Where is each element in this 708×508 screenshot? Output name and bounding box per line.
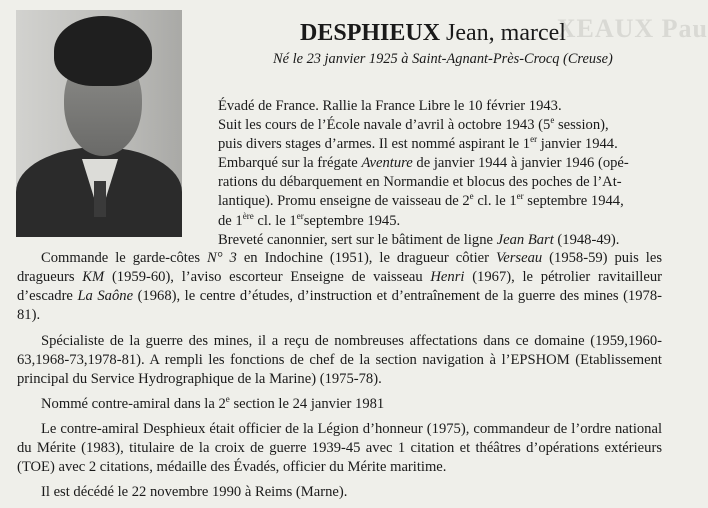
bio-line: Évadé de France. Rallie la France Libre le 10 février 1943. <box>218 98 562 114</box>
bio-line: lantique). Promu enseigne de vaisseau de 2e cl. le 1er septembre 1944, <box>218 191 624 210</box>
commands-paragraph: Commande le garde-côtes N° 3 en Indochine (1951), le dragueur côtier Verseau (1958-59) puis les dragueurs KM (1959-60), l’aviso escorteur Enseigne de vaisseau Henri (1967), le pétrolier ravitailleur d’escadre La Saône (1968), le centre d’études, d’instruction et d’entraînement de la guerre des mines (1978-81). <box>17 250 663 324</box>
bio-line: Breveté canonnier, sert sur le bâtiment de ligne Jean Bart (1948-49). <box>218 231 620 248</box>
bio-line: puis divers stages d’armes. Il est nommé aspirant le 1er janvier 1944. <box>218 134 618 153</box>
person-name <box>300 20 566 47</box>
bio-line: Suit les cours de l’École navale d’avril à octobre 1943 (5e session), <box>218 115 609 134</box>
portrait-photo <box>16 10 182 217</box>
honours-paragraph: Le contre-amiral Desphieux était officier de la Légion d’honneur (1975), commandeur de l’ordre national du Mérite (1983), titulaire de la croix de guerre 1939-45 avec 1 citation et théâtres d’opérations extérieurs (TOE) avec 2 citations, médaille des Évadés, officier du Mérite maritime. <box>17 421 662 476</box>
surname: DESPHIEUX <box>300 20 441 46</box>
bio-block <box>218 97 662 250</box>
birth-line: Né le 23 janvier 1925 à Saint-Agnant-Près-Crocq (Creuse) <box>273 51 613 67</box>
promotion-paragraph: Nommé contre-amiral dans la 2e section le 24 janvier 1981 <box>41 394 385 412</box>
bio-line: de 1ère cl. le 1erseptembre 1945. <box>218 210 401 229</box>
bio-line: Embarqué sur la frégate Aventure de janvier 1944 à janvier 1946 (opé- <box>218 155 629 172</box>
specialist-paragraph: Spécialiste de la guerre des mines, il a reçu de nombreuses affectations dans ce domaine (1959,1960-63,1968-73,1978-81). A rempli les fonctions de chef de la section navigation à l’EPSHOM (Etablissement principal du Service Hydrographique de la Marine) (1975-78). <box>17 333 662 388</box>
given-names: Jean, marcel <box>446 20 566 46</box>
bleed-through-text: XEAUX Pau <box>556 14 708 43</box>
death-paragraph: Il est décédé le 22 novembre 1990 à Reims (Marne). <box>41 484 348 500</box>
bio-line: rations du débarquement en Normandie et blocus des poches de l’At- <box>218 174 622 191</box>
